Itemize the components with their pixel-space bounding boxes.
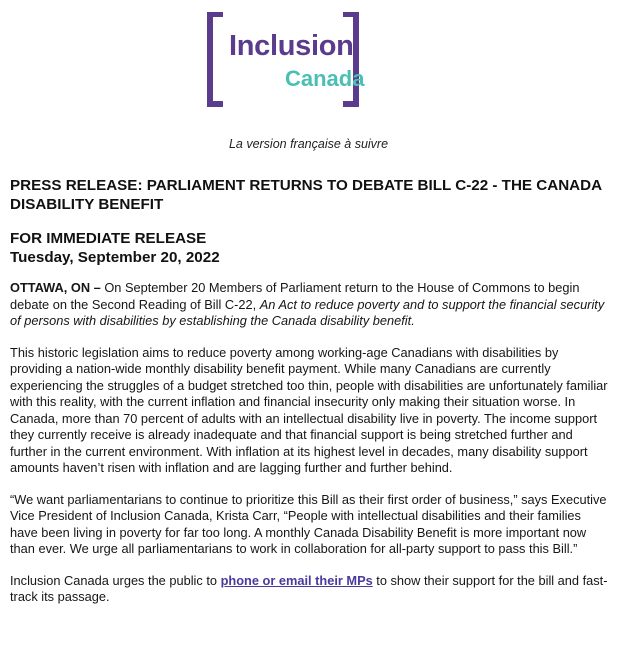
immediate-release-label: FOR IMMEDIATE RELEASE — [10, 230, 207, 247]
page-title: PRESS RELEASE: PARLIAMENT RETURNS TO DEBATE BILL C-22 - THE CANADA DISABILITY BENEFIT — [10, 177, 602, 213]
release-body — [10, 176, 610, 606]
paragraph-dateline — [10, 280, 610, 330]
cta-text-after: to show their support for the bill and fast-track its passage. — [10, 572, 608, 604]
logo-word-inclusion: Inclusion — [229, 30, 354, 62]
inclusion-canada-logo — [207, 12, 365, 107]
release-date: Tuesday, September 20, 2022 — [10, 249, 220, 266]
release-header — [10, 229, 610, 267]
cta-text-before: Inclusion Canada urges the public to — [10, 572, 221, 588]
dateline: OTTAWA, ON – — [10, 280, 101, 295]
french-version-note: La version française à suivre — [228, 137, 389, 151]
paragraph-call-to-action — [10, 573, 610, 606]
paragraph-quote: “We want parliamentarians to continue to prioritize this Bill as their first order of business,” says Executive Vice President of Inclusion Canada, Krista Carr, “People with intellectual disabilities and their families have been living in poverty for far too long. A monthly Canada Disability Benefit is more important now than ever. We urge all parliamentarians to work in collaboration for all-party support to pass this Bill.” — [10, 491, 607, 556]
contact-mps-link[interactable]: phone or email their MPs — [220, 572, 373, 588]
logo-word-canada: Canada — [285, 66, 365, 91]
paragraph-dateline-text: On September 20 Members of Parliament return to the House of Commons to begin debate on the Second Reading of Bill C-22, — [10, 280, 580, 312]
paragraph-legislation: This historic legislation aims to reduce poverty among working-age Canadians with disabilities by providing a nation-wide monthly disability benefit payment. While many Canadians are currently experiencing the struggles of a budget stretched too thin, people with disabilities are unfortunately familiar with this reality, with the current inflation and financial insecurity only making their situation worse. In Canada, more than 70 percent of adults with an intellectual disability live in poverty. The income support they currently receive is already inadequate and that financial support is being stretched further and further in the current environment. With inflation at its highest level in decades, many disability support amounts haven’t risen with inflation and are lagging further and further behind. — [10, 344, 608, 475]
bill-full-title: An Act to reduce poverty and to support the financial security of persons with disabilities by establishing the Canada disability benefit. — [10, 296, 605, 328]
